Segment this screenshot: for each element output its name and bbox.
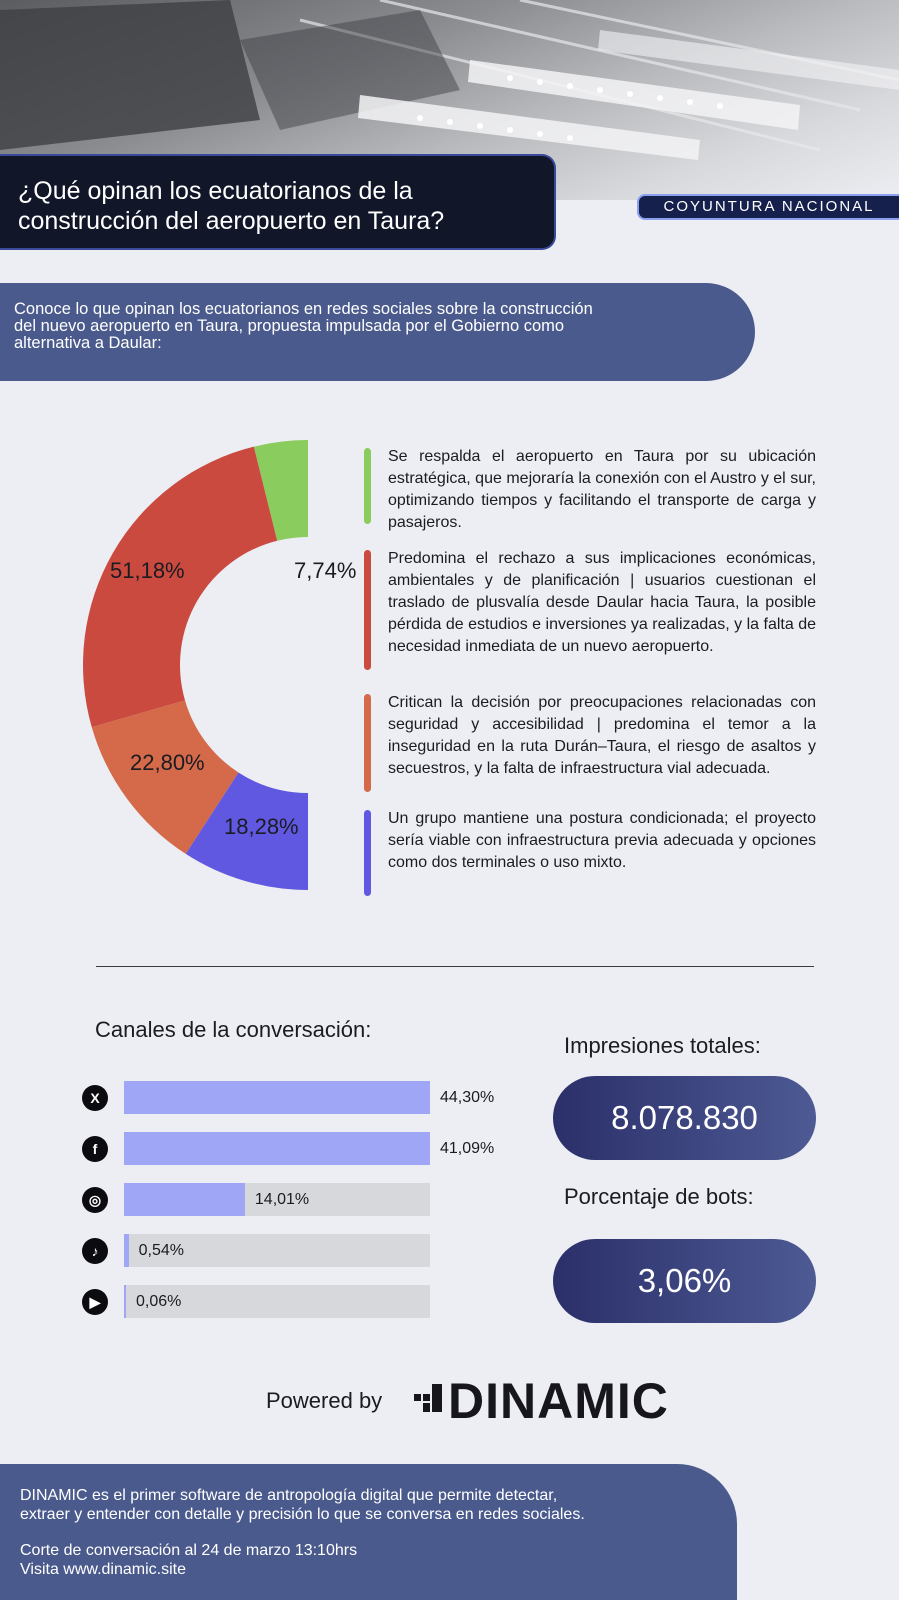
footer-line-2: extraer y entender con detalle y precisión lo que se conversa en redes sociales. bbox=[20, 1506, 585, 1523]
legend-color-bar bbox=[364, 810, 371, 896]
legend-text: Predomina el rechazo a sus implicaciones económicas, ambientales y de planificación | usuarios cuestionan el traslado de plusvalía desde Daular hacia Taura, la posible pérdida de estudios e inversiones ya realizadas, y la falta de necesidad inmediata de un nuevo aeropuerto. bbox=[388, 550, 816, 655]
footer-banner bbox=[0, 1464, 737, 1600]
channel-value-label: 0,54% bbox=[138, 1242, 185, 1259]
intro-line-1: Conoce lo que opinan los ecuatorianos en redes sociales sobre la construcción bbox=[14, 300, 593, 318]
channel-row bbox=[82, 1183, 432, 1217]
opinion-donut-chart bbox=[70, 430, 357, 900]
facebook-icon: f bbox=[82, 1136, 108, 1162]
dinamic-logo-icon bbox=[414, 1384, 442, 1412]
legend-color-bar bbox=[364, 448, 371, 524]
channel-value-label: 14,01% bbox=[254, 1191, 310, 1208]
channel-bar-track bbox=[124, 1285, 430, 1318]
tiktok-icon: ♪ bbox=[82, 1238, 108, 1264]
channel-row bbox=[82, 1081, 495, 1115]
bots-label: Porcentaje de bots: bbox=[564, 1184, 754, 1209]
legend-color-bar bbox=[364, 694, 371, 792]
brand-name: DINAMIC bbox=[448, 1373, 669, 1429]
intro-banner bbox=[0, 283, 755, 381]
slice-rejection bbox=[83, 447, 277, 728]
legend-item-conditional bbox=[364, 808, 816, 898]
page-title bbox=[0, 154, 556, 250]
youtube-icon: ▶ bbox=[82, 1289, 108, 1315]
legend-item-support bbox=[364, 446, 816, 531]
slice-label: 18,28% bbox=[224, 814, 299, 839]
channel-value-label: 44,30% bbox=[440, 1089, 495, 1106]
channels-title: Canales de la conversación: bbox=[95, 1017, 372, 1042]
legend-text: Critican la decisión por preocupaciones relacionadas con seguridad y accesibilidad | predomina el temor a la inseguridad en la ruta Durán–Taura, el riesgo de asaltos y secuestros, y la falta de infraestructura vial adecuada. bbox=[388, 694, 816, 777]
footer-line-4: Visita www.dinamic.site bbox=[20, 1561, 186, 1578]
channel-bar bbox=[124, 1234, 129, 1267]
channel-row bbox=[82, 1234, 432, 1268]
legend-item-rejection bbox=[364, 548, 816, 668]
x-icon: X bbox=[82, 1085, 108, 1111]
footer-line-3: Corte de conversación al 24 de marzo 13:10hrs bbox=[20, 1542, 358, 1559]
legend-text: Se respalda el aeropuerto en Taura por su ubicación estratégica, que mejoraría la conexión con el Austro y el sur, optimizando tiempos y facilitando el transporte de carga y pasajeros. bbox=[388, 448, 816, 531]
channel-bar-track bbox=[124, 1132, 495, 1165]
footer-line-1: DINAMIC es el primer software de antropología digital que permite detectar, bbox=[20, 1487, 558, 1504]
channel-value-label: 0,06% bbox=[136, 1293, 182, 1310]
channel-bar-track bbox=[124, 1183, 430, 1216]
channel-bar-track bbox=[124, 1234, 430, 1267]
channel-bar bbox=[124, 1081, 430, 1114]
section-divider bbox=[96, 966, 814, 967]
slice-label: 22,80% bbox=[130, 750, 205, 775]
bots-value: 3,06% bbox=[553, 1239, 816, 1323]
legend-text: Un grupo mantiene una postura condicionada; el proyecto sería viable con infraestructura previa adecuada y opciones como dos terminales o uso mixto. bbox=[388, 810, 816, 871]
impressions-value: 8.078.830 bbox=[553, 1076, 816, 1160]
powered-by-text: Powered by bbox=[266, 1388, 383, 1413]
channel-bar bbox=[124, 1285, 126, 1318]
legend-item-security bbox=[364, 692, 816, 792]
title-line-1: ¿Qué opinan los ecuatorianos de la bbox=[18, 177, 413, 205]
channel-row bbox=[82, 1132, 495, 1166]
section-tag: COYUNTURA NACIONAL bbox=[637, 194, 899, 220]
impressions-label: Impresiones totales: bbox=[564, 1033, 761, 1058]
channel-value-label: 41,09% bbox=[440, 1140, 495, 1157]
title-line-2: construcción del aeropuerto en Taura? bbox=[18, 207, 445, 235]
channel-row bbox=[82, 1285, 432, 1319]
channel-bar-track bbox=[124, 1081, 495, 1114]
intro-line-2: del nuevo aeropuerto en Taura, propuesta impulsada por el Gobierno como bbox=[14, 317, 565, 335]
legend-color-bar bbox=[364, 550, 371, 670]
slice-label: 7,74% bbox=[294, 558, 357, 583]
intro-line-3: alternativa a Daular: bbox=[14, 334, 162, 352]
slice-label: 51,18% bbox=[110, 558, 185, 583]
channel-bar bbox=[124, 1183, 245, 1216]
instagram-icon: ◎ bbox=[82, 1187, 108, 1213]
channel-bar bbox=[124, 1132, 430, 1165]
powered-by bbox=[266, 1374, 686, 1430]
